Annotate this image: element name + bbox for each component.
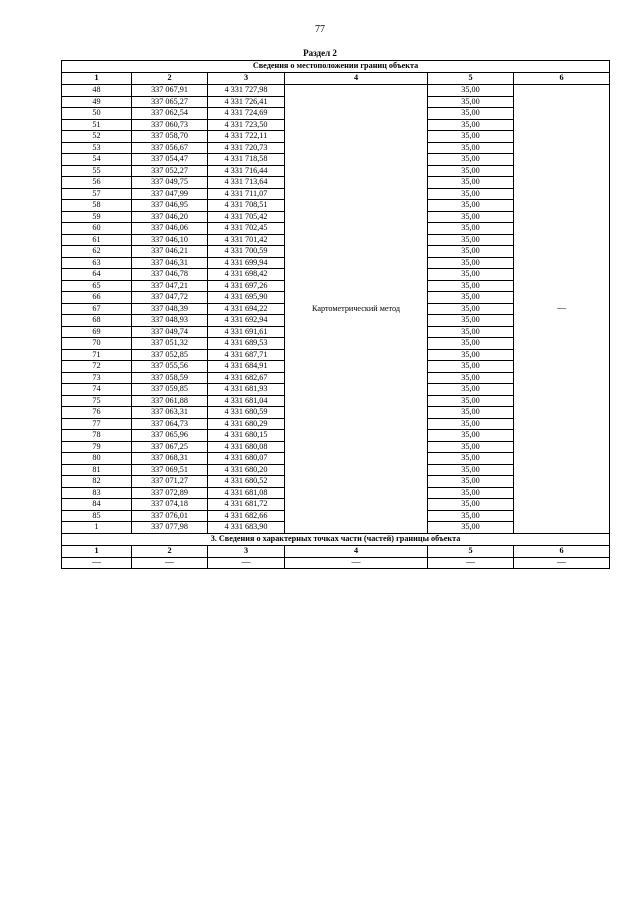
y-coordinate: 4 331 720,73 [208,142,285,154]
point-number: 1 [62,522,132,534]
column-header: 4 [285,73,428,85]
x-coordinate: 337 065,27 [132,96,208,108]
accuracy-value: 35,00 [428,326,514,338]
x-coordinate: 337 046,20 [132,211,208,223]
y-coordinate: 4 331 682,67 [208,372,285,384]
column-header-row [62,73,610,85]
x-coordinate: 337 065,96 [132,430,208,442]
x-coordinate: 337 074,18 [132,499,208,511]
accuracy-value: 35,00 [428,269,514,281]
y-coordinate: 4 331 700,59 [208,246,285,258]
x-coordinate: 337 058,70 [132,131,208,143]
x-coordinate: 337 062,54 [132,108,208,120]
section3-column-header-row [62,545,610,557]
point-number: 52 [62,131,132,143]
x-coordinate: 337 054,47 [132,154,208,166]
y-coordinate: 4 331 724,69 [208,108,285,120]
accuracy-value: 35,00 [428,487,514,499]
column-header: 1 [62,73,132,85]
section-title: Раздел 2 [303,48,337,58]
point-number: 61 [62,234,132,246]
accuracy-value: 35,00 [428,499,514,511]
y-coordinate: 4 331 687,71 [208,349,285,361]
cell-dash: — [428,557,514,569]
accuracy-value: 35,00 [428,142,514,154]
x-coordinate: 337 055,56 [132,361,208,373]
y-coordinate: 4 331 711,07 [208,188,285,200]
cell-dash: — [62,557,132,569]
x-coordinate: 337 056,67 [132,142,208,154]
point-number: 78 [62,430,132,442]
x-coordinate: 337 067,25 [132,441,208,453]
y-coordinate: 4 331 694,22 [208,303,285,315]
accuracy-value: 35,00 [428,280,514,292]
point-number: 63 [62,257,132,269]
section3-caption: 3. Сведения о характерных точках части (частей) границы объекта [62,533,610,545]
x-coordinate: 337 068,31 [132,453,208,465]
x-coordinate: 337 058,59 [132,372,208,384]
point-number: 54 [62,154,132,166]
x-coordinate: 337 047,99 [132,188,208,200]
point-number: 74 [62,384,132,396]
y-coordinate: 4 331 681,08 [208,487,285,499]
cell-dash: — [208,557,285,569]
x-coordinate: 337 046,21 [132,246,208,258]
point-number: 81 [62,464,132,476]
column-header: 5 [428,545,514,557]
accuracy-value: 35,00 [428,246,514,258]
y-coordinate: 4 331 705,42 [208,211,285,223]
x-coordinate: 337 060,73 [132,119,208,131]
accuracy-value: 35,00 [428,315,514,327]
y-coordinate: 4 331 722,11 [208,131,285,143]
point-number: 60 [62,223,132,235]
point-number: 85 [62,510,132,522]
method-cell: Картометрический метод [285,85,428,534]
accuracy-value: 35,00 [428,223,514,235]
column-header: 3 [208,545,285,557]
column-header: 4 [285,545,428,557]
point-number: 66 [62,292,132,304]
point-number: 62 [62,246,132,258]
point-number: 51 [62,119,132,131]
accuracy-value: 35,00 [428,85,514,97]
point-number: 79 [62,441,132,453]
y-coordinate: 4 331 680,08 [208,441,285,453]
x-coordinate: 337 052,85 [132,349,208,361]
x-coordinate: 337 072,89 [132,487,208,499]
accuracy-value: 35,00 [428,108,514,120]
x-coordinate: 337 071,27 [132,476,208,488]
accuracy-value: 35,00 [428,361,514,373]
accuracy-value: 35,00 [428,303,514,315]
x-coordinate: 337 047,72 [132,292,208,304]
x-coordinate: 337 046,10 [132,234,208,246]
accuracy-value: 35,00 [428,96,514,108]
section-caption-row [62,61,610,73]
accuracy-value: 35,00 [428,188,514,200]
point-number: 75 [62,395,132,407]
point-number: 53 [62,142,132,154]
y-coordinate: 4 331 680,59 [208,407,285,419]
y-coordinate: 4 331 697,26 [208,280,285,292]
y-coordinate: 4 331 698,42 [208,269,285,281]
column-header: 2 [132,545,208,557]
y-coordinate: 4 331 713,64 [208,177,285,189]
accuracy-value: 35,00 [428,395,514,407]
x-coordinate: 337 061,88 [132,395,208,407]
x-coordinate: 337 063,31 [132,407,208,419]
accuracy-value: 35,00 [428,407,514,419]
x-coordinate: 337 076,01 [132,510,208,522]
y-coordinate: 4 331 680,15 [208,430,285,442]
y-coordinate: 4 331 695,90 [208,292,285,304]
y-coordinate: 4 331 692,94 [208,315,285,327]
point-number: 64 [62,269,132,281]
point-number: 56 [62,177,132,189]
y-coordinate: 4 331 681,04 [208,395,285,407]
accuracy-value: 35,00 [428,131,514,143]
accuracy-value: 35,00 [428,522,514,534]
x-coordinate: 337 067,91 [132,85,208,97]
x-coordinate: 337 046,95 [132,200,208,212]
y-coordinate: 4 331 699,94 [208,257,285,269]
y-coordinate: 4 331 691,61 [208,326,285,338]
x-coordinate: 337 069,51 [132,464,208,476]
accuracy-value: 35,00 [428,430,514,442]
y-coordinate: 4 331 727,98 [208,85,285,97]
accuracy-value: 35,00 [428,384,514,396]
section-caption: Сведения о местоположении границ объекта [62,61,610,73]
x-coordinate: 337 048,93 [132,315,208,327]
x-coordinate: 337 046,78 [132,269,208,281]
accuracy-value: 35,00 [428,234,514,246]
accuracy-value: 35,00 [428,292,514,304]
accuracy-value: 35,00 [428,200,514,212]
column-header: 2 [132,73,208,85]
accuracy-value: 35,00 [428,119,514,131]
column-header: 3 [208,73,285,85]
accuracy-value: 35,00 [428,177,514,189]
accuracy-value: 35,00 [428,372,514,384]
x-coordinate: 337 048,39 [132,303,208,315]
y-coordinate: 4 331 680,29 [208,418,285,430]
accuracy-value: 35,00 [428,418,514,430]
x-coordinate: 337 064,73 [132,418,208,430]
page-number: 77 [315,24,325,35]
point-number: 65 [62,280,132,292]
accuracy-value: 35,00 [428,453,514,465]
point-number: 76 [62,407,132,419]
point-number: 68 [62,315,132,327]
cell-dash: — [514,557,610,569]
column-header: 6 [514,545,610,557]
column6-cell: — [514,85,610,534]
accuracy-value: 35,00 [428,464,514,476]
point-number: 71 [62,349,132,361]
point-number: 57 [62,188,132,200]
y-coordinate: 4 331 726,41 [208,96,285,108]
accuracy-value: 35,00 [428,165,514,177]
y-coordinate: 4 331 708,51 [208,200,285,212]
y-coordinate: 4 331 680,07 [208,453,285,465]
point-number: 49 [62,96,132,108]
point-number: 58 [62,200,132,212]
x-coordinate: 337 049,74 [132,326,208,338]
section3-row [62,557,610,569]
accuracy-value: 35,00 [428,154,514,166]
y-coordinate: 4 331 718,58 [208,154,285,166]
cell-dash: — [285,557,428,569]
accuracy-value: 35,00 [428,211,514,223]
point-number: 73 [62,372,132,384]
point-number: 55 [62,165,132,177]
y-coordinate: 4 331 702,45 [208,223,285,235]
point-number: 77 [62,418,132,430]
point-number: 50 [62,108,132,120]
x-coordinate: 337 059,85 [132,384,208,396]
section3-caption-row [62,533,610,545]
y-coordinate: 4 331 716,44 [208,165,285,177]
y-coordinate: 4 331 684,91 [208,361,285,373]
table-row [62,85,610,97]
accuracy-value: 35,00 [428,510,514,522]
y-coordinate: 4 331 682,66 [208,510,285,522]
column-header: 5 [428,73,514,85]
x-coordinate: 337 077,98 [132,522,208,534]
accuracy-value: 35,00 [428,257,514,269]
boundary-table [61,60,610,569]
y-coordinate: 4 331 683,90 [208,522,285,534]
accuracy-value: 35,00 [428,441,514,453]
y-coordinate: 4 331 681,72 [208,499,285,511]
accuracy-value: 35,00 [428,338,514,350]
x-coordinate: 337 052,27 [132,165,208,177]
column-header: 6 [514,73,610,85]
y-coordinate: 4 331 701,42 [208,234,285,246]
x-coordinate: 337 046,06 [132,223,208,235]
point-number: 48 [62,85,132,97]
x-coordinate: 337 049,75 [132,177,208,189]
y-coordinate: 4 331 723,50 [208,119,285,131]
accuracy-value: 35,00 [428,349,514,361]
point-number: 67 [62,303,132,315]
y-coordinate: 4 331 680,20 [208,464,285,476]
point-number: 83 [62,487,132,499]
x-coordinate: 337 047,21 [132,280,208,292]
cell-dash: — [132,557,208,569]
column-header: 1 [62,545,132,557]
x-coordinate: 337 046,31 [132,257,208,269]
point-number: 82 [62,476,132,488]
y-coordinate: 4 331 680,52 [208,476,285,488]
x-coordinate: 337 051,32 [132,338,208,350]
point-number: 69 [62,326,132,338]
point-number: 84 [62,499,132,511]
point-number: 72 [62,361,132,373]
point-number: 70 [62,338,132,350]
point-number: 59 [62,211,132,223]
point-number: 80 [62,453,132,465]
y-coordinate: 4 331 681,93 [208,384,285,396]
y-coordinate: 4 331 689,53 [208,338,285,350]
accuracy-value: 35,00 [428,476,514,488]
